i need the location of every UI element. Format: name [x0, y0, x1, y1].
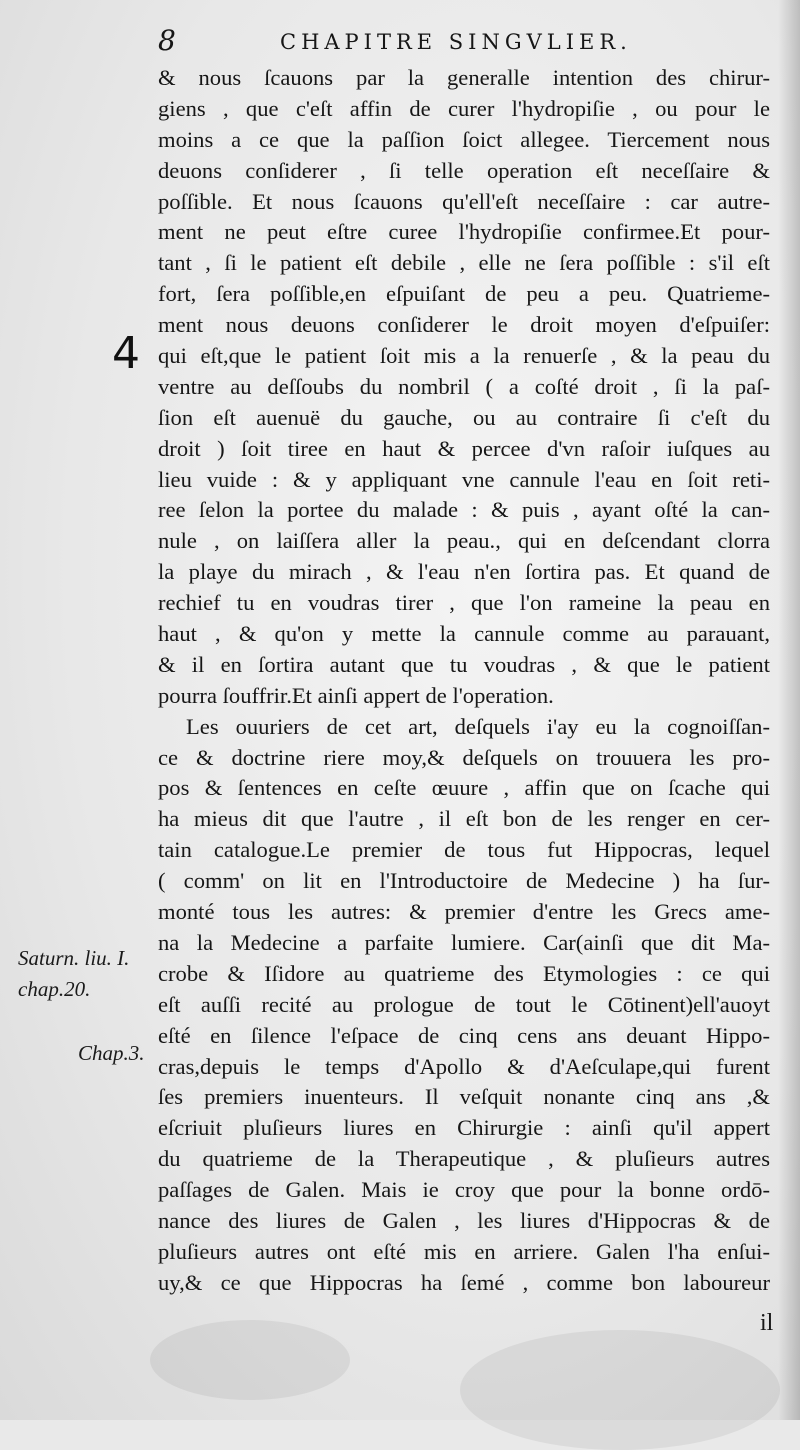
text-line: poſſible. Et nous ſcauons qu'ell'eſt neceſſaire : car autre-: [158, 188, 770, 214]
text-line: ha mieus dit que l'autre , il eſt bon de les renger en cer-: [158, 806, 770, 832]
text-line: moins a ce que la paſſion ſoict allegee. Tiercement nous: [158, 126, 770, 152]
text-line: qui eſt,que le patient ſoit mis a la renuerſe , & la peau du: [158, 343, 770, 369]
text-line: ment ne peut eſtre curee l'hydropiſie confirmee.Et pour-: [158, 219, 770, 245]
stain-blot: [150, 1320, 350, 1400]
text-line: du quatrieme de la Therapeutique , & pluſieurs autres: [158, 1146, 770, 1172]
handwritten-mark: 4: [112, 328, 140, 379]
margin-note-saturn: Saturn. liu. I.: [18, 946, 130, 970]
text-line: cras,depuis le temps d'Apollo & d'Aeſculape,qui furent: [158, 1053, 770, 1079]
text-line: & nous ſcauons par la generalle intention des chirur-: [158, 65, 770, 90]
text-line: eſcriuit pluſieurs liures en Chirurgie : ainſi qu'il appert: [158, 1115, 770, 1141]
text-line: & il en ſortira autant que tu voudras , & que le patient: [158, 651, 770, 677]
margin-note-chap3: Chap.3.: [78, 1041, 145, 1065]
text-line: eſt auſſi recité au prologue de tout le Cōtinent)ell'auoyt: [158, 991, 770, 1017]
page-edge-shadow: [778, 0, 800, 1420]
text-line: droit ) ſoit tiree en haut & percee d'vn raſoir iuſques au: [158, 435, 770, 461]
text-line: ce & doctrine riere moy,& deſquels on trouuera les pro-: [158, 744, 770, 770]
stain-blot: [460, 1330, 780, 1450]
text-line: ree ſelon la portee du malade : & puis , ayant oſté la can-: [158, 497, 770, 523]
text-line: rechief tu en voudras tirer , que l'on rameine la peau en: [158, 590, 770, 616]
text-line: Les ouuriers de cet art, deſquels i'ay eu la cognoiſſan-: [186, 713, 770, 739]
text-line: crobe & Iſidore au quatrieme des Etymologies : ce qui: [158, 960, 770, 986]
running-title: CHAPITRE SINGVLIER.: [280, 30, 632, 54]
text-line: haut , & qu'on y mette la cannule comme au parauant,: [158, 621, 770, 647]
text-line: monté tous les autres: & premier d'entre les Grecs ame-: [158, 899, 770, 925]
text-line: ſes premiers inuenteurs. Il veſquit nonante cinq ans ,&: [158, 1084, 770, 1110]
text-line: nance des liures de Galen , les liures d'Hippocras & de: [158, 1207, 770, 1233]
page-number: 8: [158, 24, 176, 57]
text-line: la playe du mirach , & l'eau n'en ſortira pas. Et quand de: [158, 559, 770, 585]
text-line: lieu vuide : & y appliquant vne cannule l'eau en ſoit reti-: [158, 466, 770, 492]
text-line: ſion eſt auenuë du gauche, ou au contraire ſi c'eſt du: [158, 404, 770, 430]
text-line: na la Medecine a parfaite lumiere. Car(ainſi que dit Ma-: [158, 929, 770, 955]
text-line: ventre au deſſoubs du nombril ( a coſté droit , ſi la paſ-: [158, 373, 770, 399]
text-line: eſté en ſilence l'eſpace de cinq cens ans deuant Hippo-: [158, 1022, 770, 1048]
page-header: [150, 18, 790, 58]
text-line: tant , ſi le patient eſt debile , elle ne ſera poſſible : s'il eſt: [158, 250, 770, 276]
text-line: tain catalogue.Le premier de tous fut Hippocras, lequel: [158, 837, 770, 863]
text-line: uy,& ce que Hippocras ha ſemé , comme bon laboureur: [158, 1269, 770, 1295]
text-line: pourra ſouffrir.Et ainſi appert de l'operation.: [158, 682, 554, 708]
catchword: il: [760, 1310, 774, 1336]
text-line: ment nous deuons conſiderer le droit moyen d'eſpuiſer:: [158, 312, 770, 338]
text-line: pluſieurs autres ont eſté mis en arriere. Galen l'ha enſui-: [158, 1238, 770, 1264]
text-block: [158, 63, 770, 1299]
margin-note-chap20: chap.20.: [18, 977, 91, 1001]
text-line: deuons conſiderer , ſi telle operation eſt neceſſaire &: [158, 157, 770, 183]
text-line: paſſages de Galen. Mais ie croy que pour la bonne ordō-: [158, 1177, 770, 1203]
text-line: fort, ſera poſſible,en eſpuiſant de peu a peu. Quatrieme-: [158, 281, 770, 307]
text-line: pos & ſentences en ceſte œuure , affin que on ſcache qui: [158, 775, 770, 801]
text-line: giens , que c'eſt affin de curer l'hydropiſie , ou pour le: [158, 95, 770, 121]
text-line: nule , on laiſſera aller la peau., qui en deſcendant clorra: [158, 528, 770, 554]
text-line: ( comm' on lit en l'Introductoire de Medecine ) ha ſur-: [158, 868, 770, 894]
